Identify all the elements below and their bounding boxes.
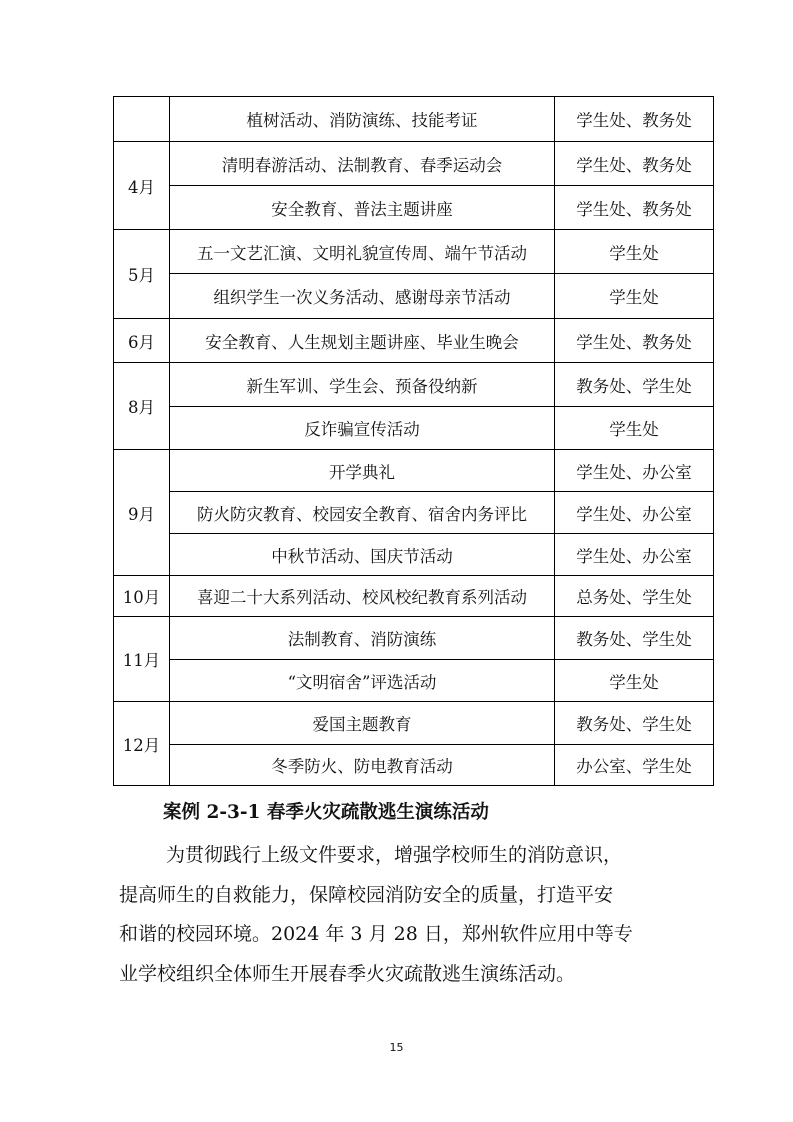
department-cell: 学生处 xyxy=(555,274,714,319)
table-row xyxy=(114,319,714,363)
department-cell: 学生处、教务处 xyxy=(555,186,714,230)
table-row xyxy=(114,660,714,702)
schedule-body xyxy=(114,97,714,786)
activity-cell: 组织学生一次义务活动、感谢母亲节活动 xyxy=(170,274,555,319)
activity-cell: 喜迎二十大系列活动、校风校纪教育系列活动 xyxy=(170,576,555,617)
table-row xyxy=(114,534,714,576)
activity-cell: 反诈骗宣传活动 xyxy=(170,407,555,450)
table-row xyxy=(114,274,714,319)
paragraph-line: 和谐的校园环境。2024 年 3 月 28 日，郑州软件应用中等专 xyxy=(119,923,633,945)
page-number: 15 xyxy=(389,1041,404,1054)
department-cell: 教务处、学生处 xyxy=(555,363,714,407)
activity-cell: 植树活动、消防演练、技能考证 xyxy=(170,97,555,142)
department-cell: 学生处、办公室 xyxy=(555,450,714,492)
activity-cell: 法制教育、消防演练 xyxy=(170,617,555,660)
activity-cell: 清明春游活动、法制教育、春季运动会 xyxy=(170,142,555,186)
activity-cell: 开学典礼 xyxy=(170,450,555,492)
paragraph-line: 业学校组织全体师生开展春季火灾疏散逃生演练活动。 xyxy=(119,962,576,985)
department-cell: 教务处、学生处 xyxy=(555,702,714,745)
department-cell: 学生处 xyxy=(555,660,714,702)
month-cell: 9月 xyxy=(114,450,170,576)
month-cell: 8月 xyxy=(114,363,170,450)
table-row xyxy=(114,702,714,745)
activity-cell: 中秋节活动、国庆节活动 xyxy=(170,534,555,576)
paragraph-line: 为贯彻践行上级文件要求，增强学校师生的消防意识， xyxy=(166,844,623,866)
table-row xyxy=(114,407,714,450)
department-cell: 学生处、教务处 xyxy=(555,319,714,363)
department-cell: 学生处、教务处 xyxy=(555,142,714,186)
month-cell: 12月 xyxy=(114,702,170,786)
table-row xyxy=(114,745,714,786)
table-row xyxy=(114,450,714,492)
body-paragraph xyxy=(119,836,679,994)
month-cell: 10月 xyxy=(114,576,170,617)
month-cell xyxy=(114,97,170,142)
activity-cell: 新生军训、学生会、预备役纳新 xyxy=(170,363,555,407)
table-row xyxy=(114,97,714,142)
month-cell: 6月 xyxy=(114,319,170,363)
department-cell: 教务处、学生处 xyxy=(555,617,714,660)
department-cell: 学生处、教务处 xyxy=(555,97,714,142)
activity-cell: 五一文艺汇演、文明礼貌宣传周、端午节活动 xyxy=(170,230,555,274)
department-cell: 学生处、办公室 xyxy=(555,492,714,534)
case-heading: 案例 2-3-1 春季火灾疏散逃生演练活动 xyxy=(163,802,489,823)
department-cell: 总务处、学生处 xyxy=(555,576,714,617)
activity-cell: 冬季防火、防电教育活动 xyxy=(170,745,555,786)
department-cell: 学生处 xyxy=(555,407,714,450)
activity-cell: 防火防灾教育、校园安全教育、宿舍内务评比 xyxy=(170,492,555,534)
table-row xyxy=(114,617,714,660)
table-row xyxy=(114,186,714,230)
department-cell: 办公室、学生处 xyxy=(555,745,714,786)
activity-cell: 安全教育、人生规划主题讲座、毕业生晚会 xyxy=(170,319,555,363)
month-cell: 11月 xyxy=(114,617,170,702)
activity-schedule-table xyxy=(113,96,714,786)
table-row xyxy=(114,142,714,186)
activity-cell: 爱国主题教育 xyxy=(170,702,555,745)
table-row xyxy=(114,492,714,534)
paragraph-line: 提高师生的自救能力，保障校园消防安全的质量，打造平安 xyxy=(119,883,614,906)
department-cell: 学生处、办公室 xyxy=(555,534,714,576)
activity-cell: “文明宿舍”评选活动 xyxy=(170,660,555,702)
department-cell: 学生处 xyxy=(555,230,714,274)
activity-cell: 安全教育、普法主题讲座 xyxy=(170,186,555,230)
table-row xyxy=(114,363,714,407)
table-row xyxy=(114,576,714,617)
month-cell: 4月 xyxy=(114,142,170,230)
table-row xyxy=(114,230,714,274)
month-cell: 5月 xyxy=(114,230,170,319)
